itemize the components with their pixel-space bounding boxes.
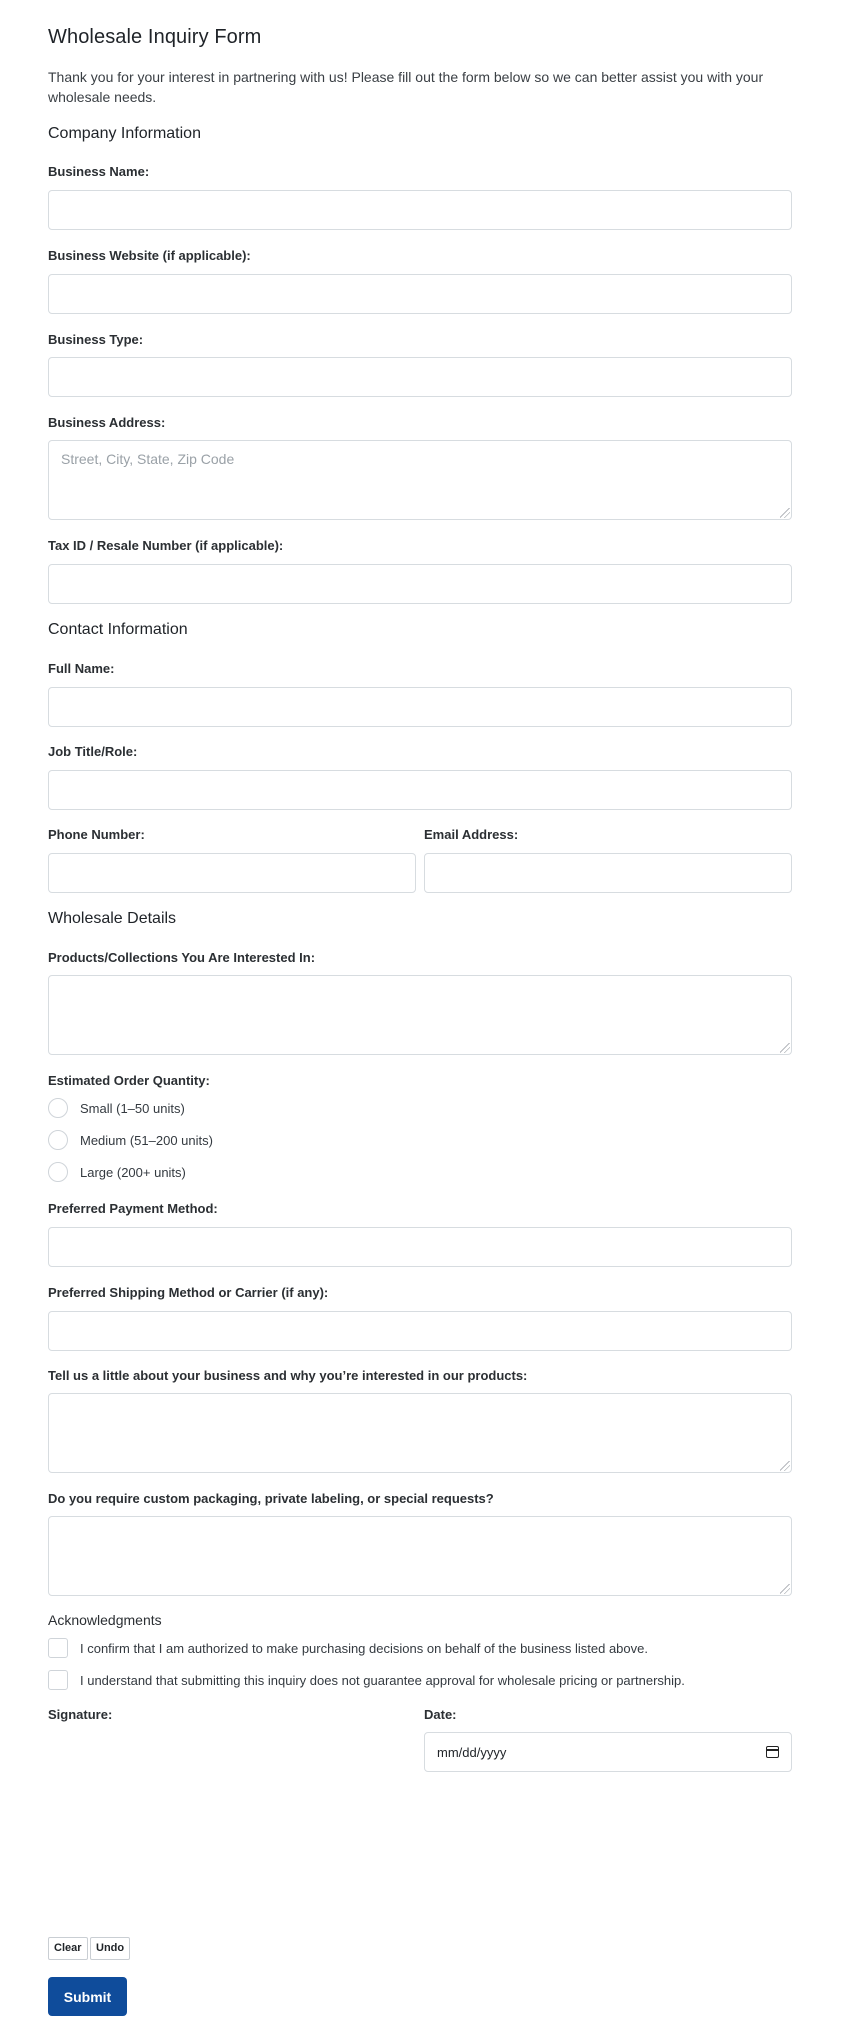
quantity-radio-medium[interactable] [48, 1130, 68, 1150]
ack-checkbox-authorized[interactable] [48, 1638, 68, 1658]
full-name-input[interactable] [48, 687, 792, 727]
products-label: Products/Collections You Are Interested In: [48, 950, 316, 965]
date-input[interactable] [424, 1732, 792, 1772]
quantity-option-label: Medium (51–200 units) [80, 1133, 213, 1148]
business-name-input[interactable] [48, 190, 792, 230]
payment-label: Preferred Payment Method: [48, 1201, 218, 1216]
business-website-label: Business Website (if applicable): [48, 248, 251, 263]
page-title: Wholesale Inquiry Form [48, 26, 262, 48]
ack-checkbox-no-guarantee[interactable] [48, 1670, 68, 1690]
quantity-radio-large[interactable] [48, 1162, 68, 1182]
tax-id-input[interactable] [48, 564, 792, 604]
business-type-input[interactable] [48, 357, 792, 397]
phone-input[interactable] [48, 853, 416, 893]
shipping-input[interactable] [48, 1311, 792, 1351]
email-input[interactable] [424, 853, 792, 893]
custom-requests-label: Do you require custom packaging, private labeling, or special requests? [48, 1491, 494, 1506]
date-label: Date: [424, 1707, 457, 1722]
ack-text: I understand that submitting this inquiry does not guarantee approval for wholesale pricing or partnership. [80, 1673, 685, 1688]
business-address-label: Business Address: [48, 415, 166, 430]
section-heading-wholesale: Wholesale Details [48, 910, 177, 927]
clear-signature-button[interactable]: Clear [48, 1937, 88, 1960]
signature-pad[interactable] [48, 1732, 416, 1932]
section-heading-contact: Contact Information [48, 621, 188, 638]
about-business-label: Tell us a little about your business and why you’re interested in our products: [48, 1368, 528, 1383]
phone-label: Phone Number: [48, 827, 145, 842]
calendar-icon[interactable] [766, 1746, 779, 1758]
products-textarea[interactable] [48, 975, 792, 1055]
date-placeholder: mm/dd/yyyy [437, 1744, 507, 1760]
business-type-label: Business Type: [48, 332, 144, 347]
job-title-label: Job Title/Role: [48, 744, 138, 759]
intro-text: Thank you for your interest in partnering with us! Please fill out the form below so we can better assist you with your wholesale needs. [48, 69, 764, 105]
email-label: Email Address: [424, 827, 519, 842]
business-website-input[interactable] [48, 274, 792, 314]
job-title-input[interactable] [48, 770, 792, 810]
ack-text: I confirm that I am authorized to make purchasing decisions on behalf of the business listed above. [80, 1641, 648, 1656]
about-business-textarea[interactable] [48, 1393, 792, 1473]
business-name-label: Business Name: [48, 164, 150, 179]
tax-id-label: Tax ID / Resale Number (if applicable): [48, 538, 284, 553]
quantity-label: Estimated Order Quantity: [48, 1073, 210, 1088]
undo-signature-button[interactable]: Undo [90, 1937, 130, 1960]
quantity-radio-small[interactable] [48, 1098, 68, 1118]
acknowledgments-heading: Acknowledgments [48, 1612, 162, 1628]
section-heading-company: Company Information [48, 125, 201, 142]
shipping-label: Preferred Shipping Method or Carrier (if any): [48, 1285, 329, 1300]
quantity-option-label: Large (200+ units) [80, 1165, 186, 1180]
custom-requests-textarea[interactable] [48, 1516, 792, 1596]
submit-button[interactable]: Submit [48, 1977, 127, 2016]
signature-label: Signature: [48, 1707, 113, 1722]
payment-input[interactable] [48, 1227, 792, 1267]
business-address-textarea[interactable] [48, 440, 792, 520]
full-name-label: Full Name: [48, 661, 115, 676]
quantity-option-label: Small (1–50 units) [80, 1101, 185, 1116]
